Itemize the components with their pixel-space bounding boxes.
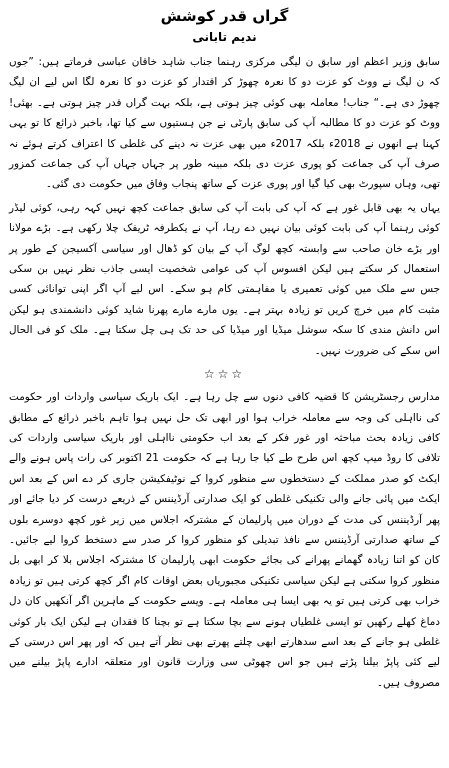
article-paragraph-3: مدارس رجسٹریشن کا قضیہ کافی دنوں سے چل رہا ہے۔ ایک باریک سیاسی واردات اور حکومت کی نااہلی کی وجہ سے معاملہ خراب ہوا اور ابھی تک حل نہیں ہوا تاہم باخبر ذرائع کے مطابق کافی زیادہ بحث مباحثہ اور غور فکر کے بعد اب حکومتی نااہلی اور باریک سیاسی واردات کی تلافی کا روڈ میپ کچھ اس طرح طے کیا جا رہا ہے کہ حکومت 21 اکتوبر کی رات پاس ہونے والے ایکٹ کو صدر مملکت کے دستخطوں سے منظور کروا کے نوٹیفکیشن جاری کر دے اس کے بعد اس ایکٹ میں پائی جانے والی تکنیکی غلطی کو ایک صدارتی آرڈیننس کے ذریعے درست کر دیا جائے اور پھر آرڈیننس کی مدت کے دوران میں پارلیمان کے مشترکہ اجلاس میں زیر غور کچھ دوسرے بلوں کے ساتھ صدارتی آرڈیننس سے نافذ تبدیلی کو منظور کروا کر صدر سے دستخط کروا لیے جائیں۔ کان کو اتنا زیادہ گھمانے پھرانے کی بجائے حکومت ابھی پارلیمان کا مشترکہ اجلاس بلا کر ابھی بل منظور کروا سکتی ہے لیکن سیاسی تکنیکی مجبوریاں بعض اوقات کام اگر کچھ کرتی ہیں تو زیادہ خراب بھی کرتی ہیں تو یہ بھی ایسا ہی معاملہ ہے۔ ویسے حکومت کے ماہرین اگر آنکھیں کان دل دماغ کھلے رکھیں تو ایسی غلطیاں ہونے سے بچا سکتا ہے تو بچنا کا فقدان ہے لیکن ایک بار کوئی غلطی ہو جانے کے بعد اسے سدھارتے ابھی چلتے پھرتے بھی نظر آتے ہیں کہ اور پھر اس درستی کے لیے کئی پاپڑ بیلنا پڑتے ہیں جو اس چھوٹی سی وزارت قانون اور متعلقہ ادارے پاپڑ بیلنے میں مصروف ہیں۔: [9, 391, 440, 689]
author-name: ندیم تابانی: [192, 30, 257, 44]
article-title: گراں قدر کوشش: [160, 7, 289, 25]
article-paragraph-1: سابق وزیر اعظم اور سابق ن لیگی مرکزی رہنما جناب شاہد خاقان عباسی فرماتے ہیں: ”جوں کہ ن لیگ نے ووٹ کو عزت دو کا نعرہ چھوڑ کر اقتدار کو عزت دو کا نعرہ لگا اس لیے ان لیگ چھوڑ دی ہے۔“ جناب! معاملہ بھی کوئی چیز ہوتی ہے، بلکہ بہت گراں قدر چیز ہوتی ہے۔ بھئی! ووٹ کو عزت دو کا مطالبہ آپ کی سابق پارٹی نے جن ہستیوں سے کیا تھا، باخبر ذرائع کا تو یہی کہنا ہے انھوں نے 2018ء بلکہ 2017ء میں بھی عزت نہ دینے کی غلطی کا اعتراف کرتے ہوئے نہ صرف آپ کی جماعت کو پوری عزت دی بلکہ مبینہ طور پر جہاں جہاں آپ کی جماعت کمزور تھی، وہاں سپورٹ بھی کیا گیا اور پوری عزت کے ساتھ پنجاب وفاق میں حکومت دی گئی۔: [9, 56, 440, 191]
article-paragraph-2: یہاں یہ بھی قابل غور ہے کہ آپ کی بابت آپ کی سابق جماعت کچھ نہیں کہہ رہی، کوئی لیڈر کوئی رہنما آپ کی بابت کوئی بیان نہیں دے رہا، آپ نے یکطرفہ ٹریفک چلا رکھی ہے۔ بڑے مولانا اور بڑے خان صاحب سے وابستہ کچھ لوگ آپ کے بیان کو ڈھال اور سیاسی آکسیجن کے طور پر استعمال کر سکتے ہیں لیکن افسوس آپ کی عوامی شخصیت ایسی جاذب نظر نہیں بن سکی جس سے ملک میں کوئی تعمیری یا مفاہمتی کام ہو سکے۔ اس لیے آپ اگر اپنی توانائی کسی مثبت کام میں خرچ کریں تو زیادہ بہتر ہے۔ یوں مارے مارے پھرنا شاید کوئی دانشمندی ہو لیکن اس دانش مندی کا سکہ سوشل میڈیا اور میڈیا کی حد تک ہی چل سکتا ہے۔ ملک کو فی الحال اس سکے کی ضرورت نہیں۔: [9, 201, 440, 357]
section-separator: ☆☆☆: [203, 367, 246, 382]
